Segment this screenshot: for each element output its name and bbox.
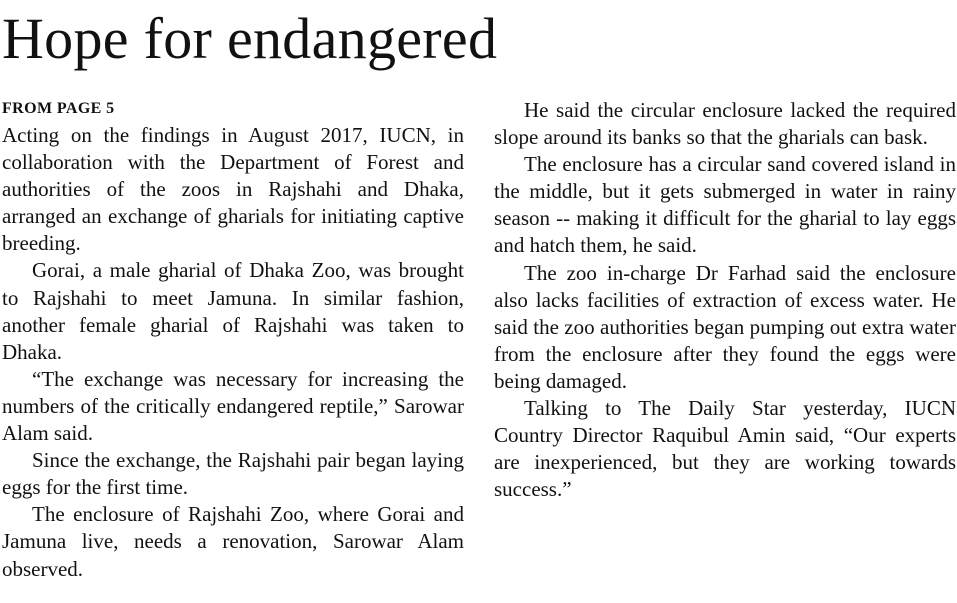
- paragraph: Talking to The Daily Star yesterday, IUCN Country Director Raquibul Amin said, “Our experts are inexperienced, but they are working towards success.”: [494, 396, 956, 502]
- paragraph: The enclosure has a circular sand covered island in the middle, but it gets submerged in water in rainy season -- making it difficult for the gharial to lay eggs and hatch them, he said.: [494, 152, 956, 258]
- paragraph: The enclosure of Rajshahi Zoo, where Gorai and Jamuna live, needs a renovation, Sarowar Alam observed.: [2, 502, 464, 581]
- paragraph: Acting on the findings in August 2017, IUCN, in collaboration with the Department of Forest and authorities of the zoos in Rajshahi and Dhaka, arranged an exchange of gharials for initiating captive breeding.: [2, 123, 464, 256]
- paragraph: He said the circular enclosure lacked the required slope around its banks so that the gharials can bask.: [494, 98, 956, 150]
- left-column: [2, 122, 464, 583]
- paragraph: Since the exchange, the Rajshahi pair began laying eggs for the first time.: [2, 448, 464, 500]
- paragraph: The zoo in-charge Dr Farhad said the enclosure also lacks facilities of extraction of excess water. He said the zoo authorities began pumping out extra water from the enclosure after they found the eggs were being damaged.: [494, 260, 956, 393]
- headline: Hope for endangered: [2, 6, 498, 71]
- paragraph: Gorai, a male gharial of Dhaka Zoo, was brought to Rajshahi to meet Jamuna. In similar fashion, another female gharial of Rajshahi was taken to Dhaka.: [2, 258, 464, 364]
- paragraph: “The exchange was necessary for increasing the numbers of the critically endangered reptile,” Sarowar Alam said.: [2, 366, 464, 446]
- jump-line: FROM PAGE 5: [2, 100, 115, 117]
- right-column: [494, 97, 956, 503]
